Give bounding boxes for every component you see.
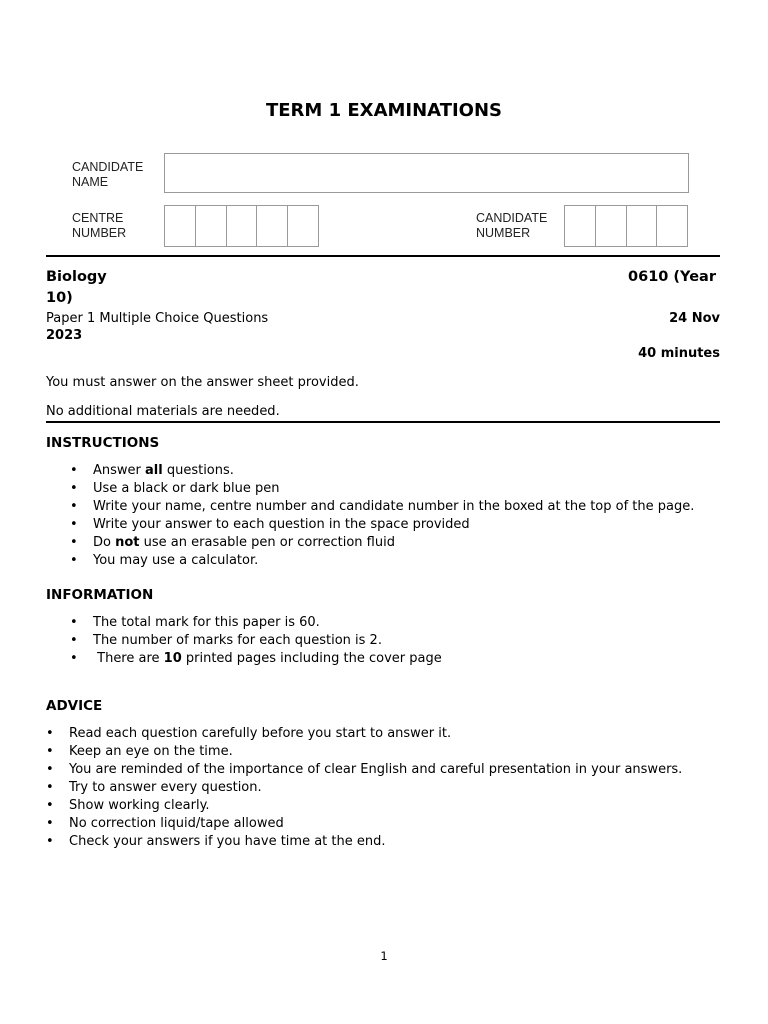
instruction-text: use an erasable pen or correction fluid <box>139 535 395 550</box>
exam-duration: 40 minutes <box>638 346 720 361</box>
instruction-emphasis: not <box>115 535 140 550</box>
list-item: • The total mark for this paper is 60. <box>0 614 442 632</box>
candidate-number-cell[interactable] <box>595 205 627 247</box>
exam-date: 24 Nov <box>669 311 720 326</box>
list-item <box>0 650 442 668</box>
candidate-number-label-line1: CANDIDATE <box>476 211 548 225</box>
instruction-emphasis: all <box>145 463 163 478</box>
list-item: • The number of marks for each question is 2. <box>0 632 442 650</box>
centre-number-cell[interactable] <box>164 205 196 247</box>
centre-number-label-line2: NUMBER <box>72 226 127 240</box>
instructions-heading: INSTRUCTIONS <box>46 435 160 451</box>
centre-number-cell[interactable] <box>195 205 227 247</box>
information-text: There are <box>93 651 164 666</box>
centre-number-cell[interactable] <box>287 205 319 247</box>
page-title: TERM 1 EXAMINATIONS <box>265 100 503 121</box>
paper-name: Paper 1 Multiple Choice Questions <box>46 311 269 326</box>
divider-top <box>46 255 720 257</box>
list-item: • No correction liquid/tape allowed <box>0 815 682 833</box>
candidate-name-field[interactable] <box>164 153 689 193</box>
centre-number-label-line1: CENTRE <box>72 211 124 225</box>
list-item <box>0 534 694 552</box>
list-item: • Write your answer to each question in the space provided <box>0 516 694 534</box>
instruction-text: Answer <box>93 463 146 478</box>
list-item: • Write your name, centre number and candidate number in the boxed at the top of the page. <box>0 498 694 516</box>
candidate-number-label <box>476 211 547 241</box>
list-item: • You are reminded of the importance of clear English and careful presentation in your answers. <box>0 761 682 779</box>
instruction-text: Do <box>93 535 116 550</box>
list-item <box>0 462 694 480</box>
subject-name: Biology <box>46 269 107 285</box>
information-text: printed pages including the cover page <box>181 651 442 666</box>
centre-number-field[interactable] <box>164 205 319 247</box>
paper-code-continued: 10) <box>46 290 73 306</box>
advice-heading: ADVICE <box>46 698 103 714</box>
information-heading: INFORMATION <box>46 587 154 603</box>
candidate-name-label-line1: CANDIDATE <box>72 160 144 174</box>
candidate-number-cell[interactable] <box>626 205 658 247</box>
advice-list <box>0 725 682 851</box>
centre-number-label <box>72 211 126 241</box>
instructions-list <box>0 462 694 570</box>
list-item: • Try to answer every question. <box>0 779 682 797</box>
list-item: • Check your answers if you have time at the end. <box>0 833 682 851</box>
information-emphasis: 10 <box>163 651 182 666</box>
candidate-number-cell[interactable] <box>564 205 596 247</box>
page-number: 1 <box>380 949 388 963</box>
candidate-name-label-line2: NAME <box>72 175 109 189</box>
list-item: • You may use a calculator. <box>0 552 694 570</box>
centre-number-cell[interactable] <box>256 205 288 247</box>
materials-note: No additional materials are needed. <box>46 404 280 419</box>
exam-year: 2023 <box>46 328 83 343</box>
candidate-number-field[interactable] <box>564 205 688 247</box>
candidate-number-label-line2: NUMBER <box>476 226 531 240</box>
list-item: • Keep an eye on the time. <box>0 743 682 761</box>
list-item: • Show working clearly. <box>0 797 682 815</box>
list-item: • Use a black or dark blue pen <box>0 480 694 498</box>
divider-bottom <box>46 421 720 423</box>
answer-sheet-note: You must answer on the answer sheet provided. <box>46 375 359 390</box>
paper-code: 0610 (Year <box>628 269 716 285</box>
instruction-text: questions. <box>162 463 234 478</box>
list-item: • Read each question carefully before you start to answer it. <box>0 725 682 743</box>
candidate-number-cell[interactable] <box>656 205 688 247</box>
centre-number-cell[interactable] <box>226 205 258 247</box>
candidate-name-label <box>72 160 143 190</box>
information-list <box>0 614 442 668</box>
